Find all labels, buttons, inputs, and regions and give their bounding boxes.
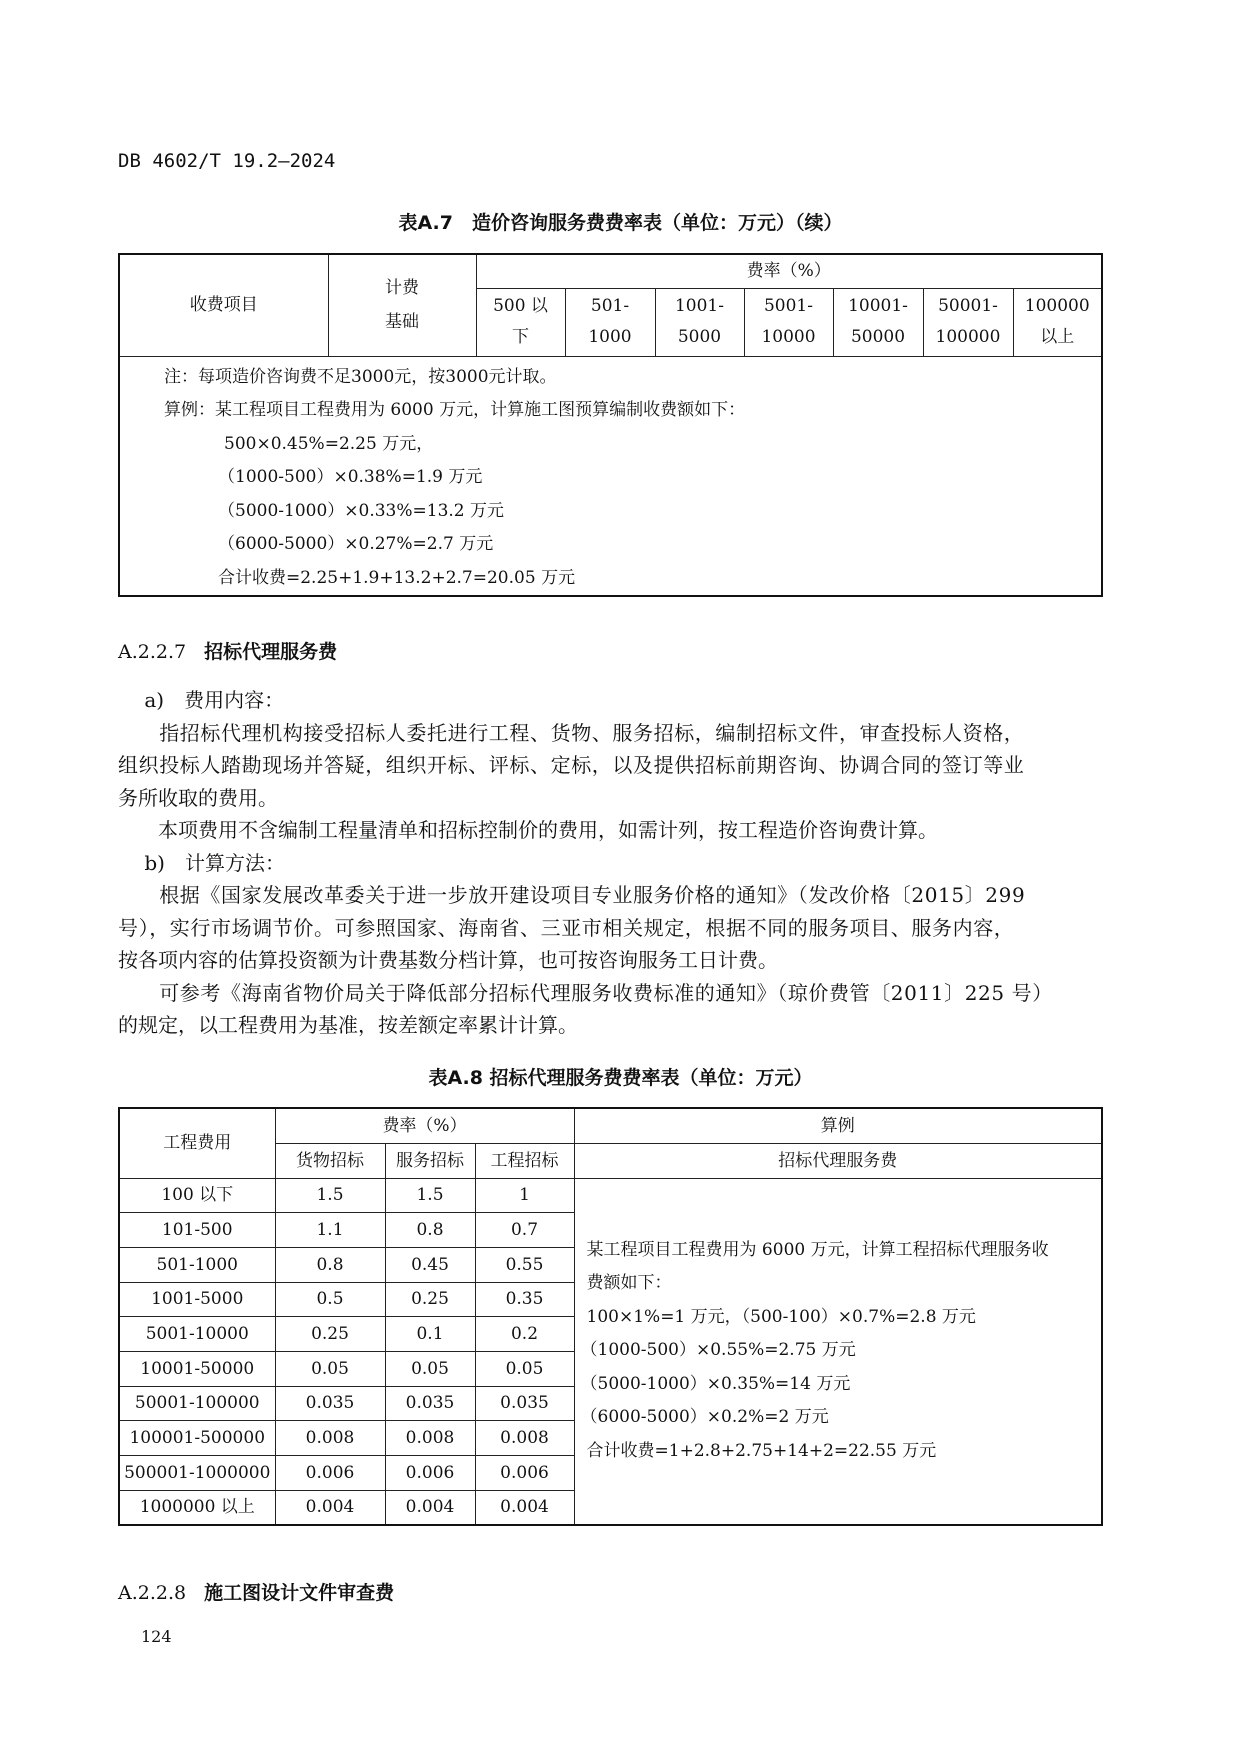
table-a7 <box>118 253 1103 597</box>
header-rate: 费率（%） <box>275 1108 574 1143</box>
rate-cell: 0.006 <box>475 1456 574 1491</box>
header-example: 算例 <box>574 1108 1102 1143</box>
rate-cell: 0.7 <box>475 1213 574 1248</box>
paragraph-line: 根据《国家发展改革委关于进一步放开建设项目专业服务价格的通知》（发改价格〔2015〕299 <box>118 883 1026 907</box>
rate-cell: 0.5 <box>275 1282 385 1317</box>
header-basis: 计费 基础 <box>328 254 476 356</box>
example-text: 算例：某工程项目工程费用为 6000 万元，计算施工图预算编制收费额如下： <box>164 400 746 420</box>
example-line: 费额如下： <box>586 1273 672 1294</box>
rate-cell: 0.035 <box>385 1386 475 1421</box>
rate-cell: 0.008 <box>475 1421 574 1456</box>
table-row <box>119 1178 1102 1213</box>
section-heading-a227: A.2.2.7 招标代理服务费 <box>118 641 338 663</box>
rate-cell: 0.035 <box>275 1386 385 1421</box>
header-service: 服务招标 <box>385 1143 475 1178</box>
rate-cell: 0.006 <box>385 1456 475 1491</box>
rate-cell: 1.5 <box>275 1178 385 1213</box>
rate-cell: 0.25 <box>385 1282 475 1317</box>
paragraph-line: 号），实行市场调节价。可参照国家、海南省、三亚市相关规定，根据不同的服务项目、服务内容， <box>118 915 1015 940</box>
rate-cell: 1.1 <box>275 1213 385 1248</box>
calc-line: 500×0.45%=2.25 万元， <box>224 433 434 454</box>
cost-range-cell: 1001-5000 <box>119 1282 275 1317</box>
paragraph-line: a) 费用内容： <box>118 688 285 712</box>
header-goods: 货物招标 <box>275 1143 385 1178</box>
rate-cell: 0.2 <box>475 1317 574 1352</box>
range-line: 50001- <box>938 296 998 316</box>
table-a8 <box>118 1107 1103 1526</box>
rate-cell: 0.035 <box>475 1386 574 1421</box>
range-line: 100000 <box>935 327 1001 347</box>
cost-range-cell: 101-500 <box>119 1213 275 1248</box>
range-header <box>1013 288 1102 356</box>
example-line: （1000-500）×0.55%=2.75 万元 <box>580 1340 856 1361</box>
section-heading-a228: A.2.2.8 施工图设计文件审查费 <box>118 1582 395 1604</box>
cost-range-cell: 1000000 以上 <box>119 1490 275 1525</box>
page-number: 124 <box>141 1627 172 1646</box>
rate-cell: 1 <box>475 1178 574 1213</box>
range-header <box>833 288 923 356</box>
example-line: 100×1%=1 万元，（500-100）×0.7%=2.8 万元 <box>586 1306 976 1327</box>
rate-cell: 0.004 <box>475 1490 574 1525</box>
range-line: 501- <box>590 296 630 316</box>
cost-range-cell: 5001-10000 <box>119 1317 275 1352</box>
rate-cell: 0.05 <box>275 1351 385 1386</box>
rate-cell: 1.5 <box>385 1178 475 1213</box>
note-text: 注：每项造价咨询费不足3000元，按3000元计取。 <box>164 366 557 387</box>
paragraph-line: 按各项内容的估算投资额为计费基数分档计算，也可按咨询服务工日计费。 <box>118 948 778 972</box>
rate-cell: 0.25 <box>275 1317 385 1352</box>
example-line: 合计收费=1+2.8+2.75+14+2=22.55 万元 <box>586 1440 937 1461</box>
rate-cell: 0.05 <box>475 1351 574 1386</box>
header-agency-fee: 招标代理服务费 <box>574 1143 1102 1178</box>
cost-range-cell: 100001-500000 <box>119 1421 275 1456</box>
rate-cell: 0.1 <box>385 1317 475 1352</box>
cost-range-cell: 501-1000 <box>119 1247 275 1282</box>
range-line: 100000 <box>1024 296 1090 316</box>
range-line: 下 <box>512 327 529 347</box>
rate-cell: 0.004 <box>275 1490 385 1525</box>
paragraph-line: b) 计算方法： <box>118 850 285 875</box>
example-line: 某工程项目工程费用为 6000 万元，计算工程招标代理服务收 <box>586 1239 1049 1260</box>
section-body <box>118 684 1101 1042</box>
calc-line: （6000-5000）×0.27%=2.7 万元 <box>218 534 494 554</box>
table-a8-title: 表A.8 招标代理服务费费率表（单位：万元） <box>428 1067 813 1089</box>
range-line: 10000 <box>761 327 816 347</box>
calc-line: （5000-1000）×0.33%=13.2 万元 <box>218 500 505 521</box>
header-rate: 费率（%） <box>476 254 1102 288</box>
paragraph-line: 务所收取的费用。 <box>118 785 278 810</box>
table-a7-notes <box>119 356 1102 596</box>
header-engineering: 工程招标 <box>475 1143 574 1178</box>
rate-cell: 0.8 <box>275 1247 385 1282</box>
cost-range-cell: 10001-50000 <box>119 1351 275 1386</box>
rate-cell: 0.004 <box>385 1490 475 1525</box>
rate-cell: 0.55 <box>475 1247 574 1282</box>
rate-cell: 0.006 <box>275 1456 385 1491</box>
cost-range-cell: 500001-1000000 <box>119 1456 275 1491</box>
range-line: 1000 <box>588 327 632 347</box>
rate-cell: 0.008 <box>275 1421 385 1456</box>
paragraph-line: 可参考《海南省物价局关于降低部分招标代理服务收费标准的通知》（琼价费管〔2011〕225 号） <box>118 980 1053 1005</box>
range-line: 5001- <box>763 296 813 316</box>
header-item: 收费项目 <box>119 254 328 356</box>
rate-cell: 0.05 <box>385 1351 475 1386</box>
rate-cell: 0.45 <box>385 1247 475 1282</box>
range-header <box>655 288 744 356</box>
range-header <box>476 288 565 356</box>
calc-line: 合计收费=2.25+1.9+13.2+2.7=20.05 万元 <box>218 567 576 588</box>
range-line: 10001- <box>848 296 908 316</box>
example-cell <box>574 1178 1102 1525</box>
cost-range-cell: 100 以下 <box>119 1178 275 1213</box>
header-cost: 工程费用 <box>119 1108 275 1178</box>
example-line: （6000-5000）×0.2%=2 万元 <box>580 1407 829 1428</box>
rate-cell: 0.35 <box>475 1282 574 1317</box>
range-header <box>744 288 833 356</box>
cost-range-cell: 50001-100000 <box>119 1386 275 1421</box>
rate-cell: 0.008 <box>385 1421 475 1456</box>
range-header <box>565 288 655 356</box>
range-line: 50000 <box>850 327 906 347</box>
document-header: DB 4602/T 19.2—2024 <box>118 150 336 172</box>
table-a7-title: 表A.7 造价咨询服务费费率表（单位：万元）（续） <box>398 212 843 234</box>
rate-cell: 0.8 <box>385 1213 475 1248</box>
range-line: 500 以 <box>493 296 548 316</box>
calc-line: （1000-500）×0.38%=1.9 万元 <box>218 467 483 487</box>
paragraph-line: 的规定，以工程费用为基准，按差额定率累计计算。 <box>118 1013 578 1037</box>
range-line: 5000 <box>677 327 722 347</box>
range-line: 1001- <box>674 296 724 316</box>
range-header <box>923 288 1013 356</box>
paragraph-line: 组织投标人踏勘现场并答疑，组织开标、评标、定标，以及提供招标前期咨询、协调合同的签订等业 <box>118 753 1025 777</box>
paragraph-line: 本项费用不含编制工程量清单和招标控制价的费用，如需计列，按工程造价咨询费计算。 <box>118 818 938 842</box>
range-line: 以上 <box>1040 327 1075 347</box>
paragraph-line: 指招标代理机构接受招标人委托进行工程、货物、服务招标，编制招标文件，审查投标人资格， <box>118 720 1025 745</box>
example-line: （5000-1000）×0.35%=14 万元 <box>580 1373 851 1394</box>
